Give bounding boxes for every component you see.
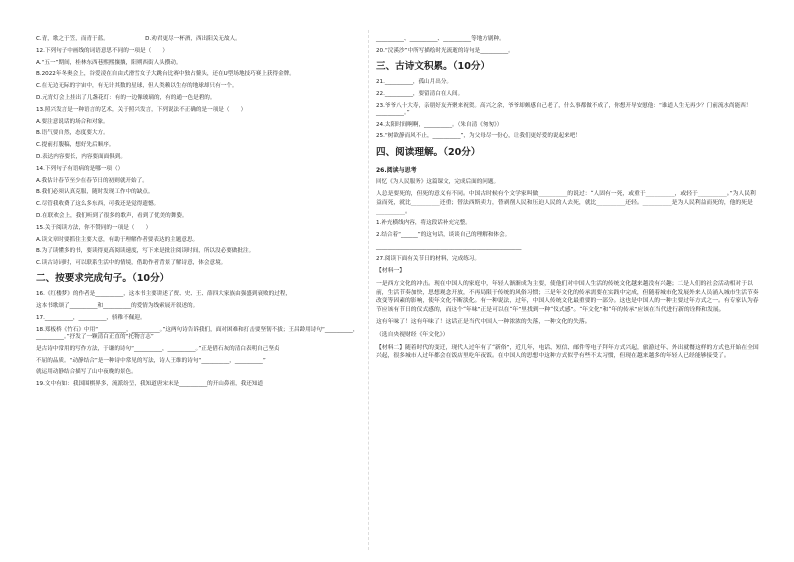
question-line: 18.郑板桥《竹石》中用“__________，__________。”这两句诗告诉我们，面对困难和打击要坚韧不拔；王昌龄用诗句“__________，__________。”抒发了一颗清白正直的“托物言志” bbox=[36, 326, 359, 340]
question-line: 20.“浣溪沙”中所写描绘时光流逝的诗句是__________。 bbox=[376, 47, 514, 54]
question-line: 22.__________，要留清白在人间。 bbox=[376, 90, 464, 97]
question-line: B.2022年冬奥会上，谷爱凌在自由式滑雪女子大跳台比赛中独占鳌头，还在U型场地技巧赛上获得金牌。 bbox=[36, 71, 295, 78]
reading-passage: （选自央视财经《年文化》） bbox=[376, 331, 449, 338]
question-line: 21.__________，孤山月出分。 bbox=[376, 79, 453, 85]
question-line: C.在无边无际的宇宙中，有无计其数的星球，但人类赖以生存的地球却只有一个。 bbox=[36, 83, 238, 90]
question-line: 2.结合着“______”的这句话，谈谈自己的理解和体会。 bbox=[376, 231, 511, 238]
question-line: A.“五一”期间，桂林东西巷熙熙攘攘，阳朔西街人头攒动。 bbox=[36, 59, 182, 66]
question-line: D.元宵灯会上挂出了几盏花灯：有的一边像玻璃的，有的通一色是碧的。 bbox=[36, 94, 216, 101]
right-column bbox=[376, 36, 760, 365]
question-line: 不屈的品质。“动静结合”是一种诗中常见的写法，诗人王维的诗句“__________，__________” bbox=[36, 357, 266, 364]
question-line: 24.太阳时间啊啊，__________。（朱自清《匆匆》） bbox=[376, 121, 503, 128]
question-line: A.读文章时要抓住主要大意，有助于理解作者要表达的主题意思。 bbox=[36, 236, 199, 243]
reading-passage: 一是西方文化的冲击。现在中国人的家庭中，年轻人渐渐成为主要，使他们对中国人生活的传统文化越来越没有兴趣；二是人们的社会活动相对于以前，生活节奏加快，思想观念开放，不再局限于传统的风俗习惯；三是年文化的传承需要在实践中完成，但随着城市化发展外来人员涌入城市生活节奏改变等因素的影响，使年文化不断淡化。有一种说法，过年，中国人传统文化最重要的一部分。这也是中国人的一种主要过年方式之一。有专家认为春节应该有节日的仪式感的，而这个“年味”正是可以在“年”里找到一种“仪式感”。“年文化”和“年的传承”应该在当代进行新的诠释和发展。 bbox=[376, 280, 759, 313]
question-line: 23.爷爷八十大寿，亲朋好友齐聚来祝贺。高兴之余，爷爷却颇感自己老了，什么事都做不成了，你想开导安慰他：“谁道人生无再少？门前流水尚能西！__________。” bbox=[376, 102, 752, 116]
question-line: 17.__________，__________，骄稚不佩迎。 bbox=[36, 314, 146, 321]
question-line: A.要注意说话的场合和对象。 bbox=[36, 118, 109, 125]
question-line: 14.下列句子有语病的是哪一项（） bbox=[36, 165, 124, 172]
section-heading: 四、阅读理解。（20分） bbox=[376, 146, 481, 158]
question-line: C.读古诗词时，可以联系生活中的情境，借助作者背景了解诗意，体会意境。 bbox=[36, 260, 227, 267]
left-column bbox=[36, 36, 391, 393]
question-line: 15.关于阅读方法，你不赞同的一项是（ ） bbox=[36, 224, 152, 231]
question-line: ____________________________________________________ bbox=[376, 243, 522, 250]
reading-passage: 【材料二】随着时代的变迁，现代人过年有了“新俗”，近几年，电话、短信、邮件等电子拜年方式兴起，旅游过年、外出就餐这样的方式也开始在全国兴起，很多城市人过年都会在饭店里吃年夜饭。在中国人的思想中这种方式似乎有些不太习惯，但现在越来越多的年轻人已经能够接受了。 bbox=[376, 344, 759, 360]
question-line: B.语气要自然，态度要大方。 bbox=[36, 130, 109, 137]
question-line: B.为了读懂多的书，要读得更高阅读速度，写下来是批注阅读时间，所以没必要做批注。 bbox=[36, 248, 255, 255]
question-line: C.尽管我收费了这么多东西，可我还是觉得遗憾。 bbox=[36, 201, 160, 208]
question-line: 回忆《为人民服务》这篇课文，完成后面的问题。 bbox=[376, 178, 500, 185]
question-line: B.我们必须认真克服，随时发现工作中的缺点。 bbox=[36, 189, 154, 196]
question-line: 13.照兴发言是一种语言的艺术，关于照兴发言，下列说法不正确的是一项是（ ） bbox=[36, 106, 247, 113]
question-line: D.在联欢会上，我们听到了很多的歌声，看到了优美的舞姿。 bbox=[36, 212, 188, 219]
question-line: 16.《红楼梦》的作者是__________，这本书主要讲述了贾、史、王、薛四大家族由强盛到衰败的过程， bbox=[36, 291, 292, 298]
question-line: 25.“树欲静而风不止，__________”，为父母尽一份心，让我们更好爱的说起来吧！ bbox=[376, 133, 581, 140]
question-line: D.表达内容要长，内容要面面俱到。 bbox=[36, 153, 126, 160]
question-line: A.我估计春节至少在春节日的初则就开始了。 bbox=[36, 177, 148, 184]
question-line: 就运用动静结合描写了山中夜晚的景色。 bbox=[36, 369, 137, 376]
subsection-heading: 26.阅读与思考 bbox=[376, 166, 417, 174]
question-line: __________、__________、__________等地方剧种。 bbox=[376, 36, 505, 42]
question-line: 19.文中有如：我国围棋界多，流派纷呈，我知道唐宋末是__________的开山鼻祖，我还知道 bbox=[36, 381, 264, 388]
question-line: 是古诗中常用的写作方法，于谦的诗句“__________，__________。”正是借石灰的清白表明自己坚贞 bbox=[36, 345, 280, 352]
section-heading: 二、按要求完成句子。（10分） bbox=[36, 273, 170, 285]
column-divider bbox=[368, 30, 370, 550]
reading-passage: 人总是要死的，但死的意义有不同。中国古时候有个文学家叫做__________的说过：“人固有一死，或重于__________，或轻于__________。”为人民利益而死，就比__________还重；替法西斯卖力，替剥削人民和压迫人民的人去死，就比__________还轻。__________是为人民利益而死的，他的死是__________。 bbox=[376, 191, 756, 215]
question-line: C.提前打腹稿，想好先后顺序。 bbox=[36, 142, 115, 149]
reading-passage: 这有年味了！这有年味了！这话正是当代中国人一种浓浓的失落，一种文化的失落。 bbox=[376, 319, 591, 326]
question-line: 12.下列句子中画线的词语意思不同的一项是（ ） bbox=[36, 47, 168, 54]
question-line: 这本书歌颂了__________和__________的爱情为线索展开叙述的。 bbox=[36, 303, 199, 310]
question-line: 27.阅读下面有关节日的材料，完成练习。 bbox=[376, 255, 480, 262]
question-line: C.青，歌之于笠，而青于蓝。 D.劝君更尽一杯酒，西出阳关无故人。 bbox=[36, 36, 241, 42]
section-heading: 三、古诗文积累。（10分） bbox=[376, 61, 491, 72]
question-line: 1.补充横线内容，将这段话补充完整。 bbox=[376, 220, 471, 227]
reading-passage: 【材料一】 bbox=[376, 268, 405, 275]
